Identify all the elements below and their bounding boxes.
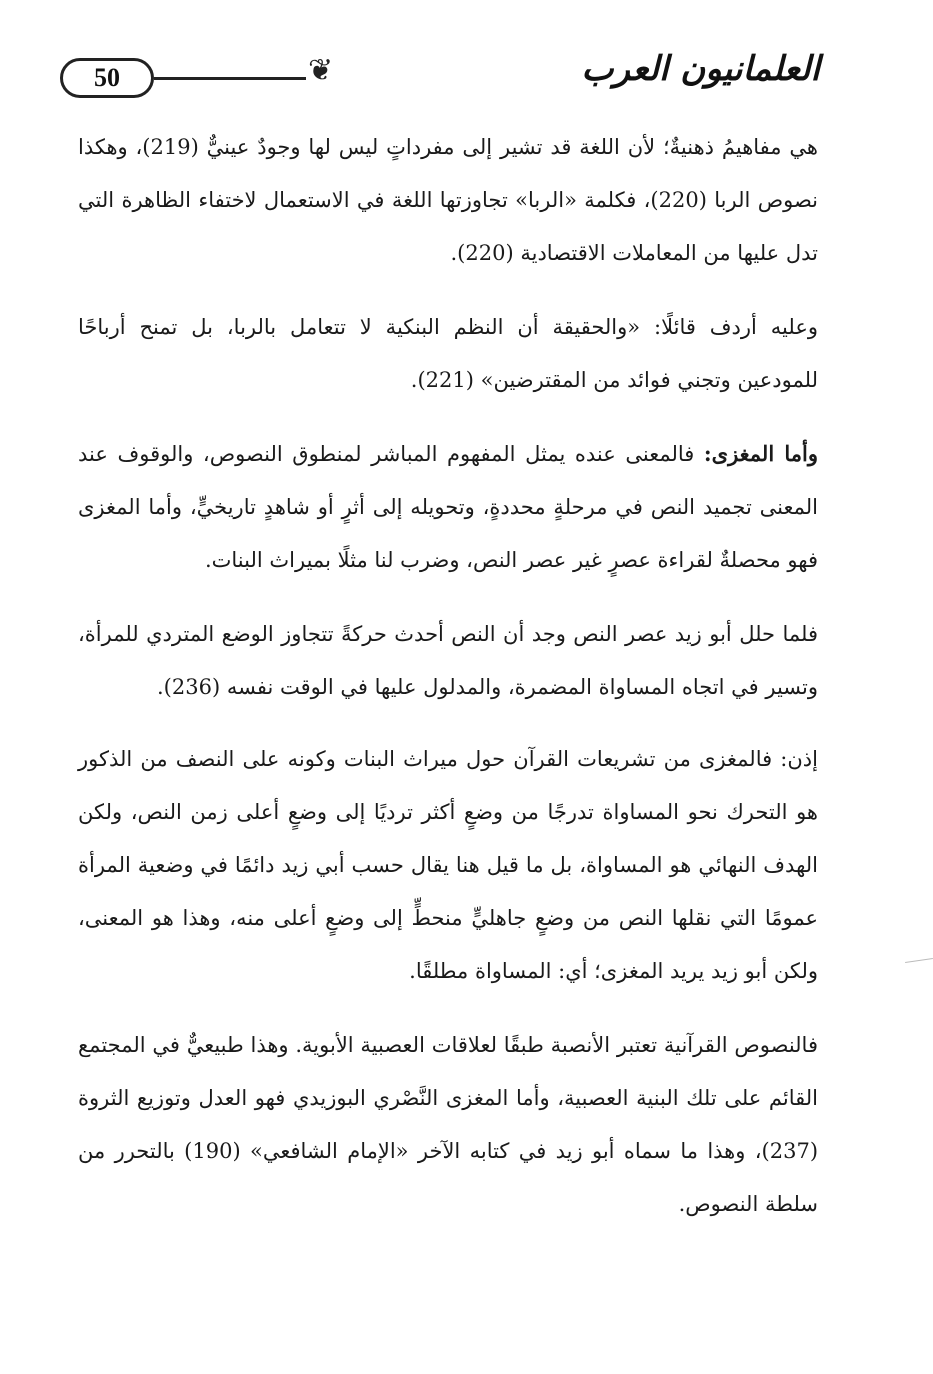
floral-ornament-icon: ❦ bbox=[308, 53, 334, 88]
running-header bbox=[60, 50, 820, 108]
paragraph-text: وعليه أردف قائلًا: «والحقيقة أن النظم البنكية لا تتعامل بالربا، بل تمنح أرباحًا للمودعين وتجني فوائد من المقترضين» (221). bbox=[78, 315, 818, 392]
paragraph-1 bbox=[78, 120, 818, 280]
book-title: العلمانيون العرب bbox=[581, 49, 820, 89]
paragraph-lead: وأما المغزى: bbox=[703, 441, 818, 466]
margin-scan-mark bbox=[905, 958, 933, 963]
page-number: 50 bbox=[94, 63, 120, 92]
paragraph-text: إذن: فالمغزى من تشريعات القرآن حول ميراث البنات وكونه على النصف من الذكور هو التحرك نحو المساواة تدرجًا من وضعٍ أكثر ترديًا إلى وضعٍ أعلى زمن النص، ولكن الهدف النهائي هو المساواة، بل ما قيل هنا يقال حسب أبي زيد دائمًا في وضعية المرأة عمومًا التي نقلها النص من وضعٍ جاهليٍّ منحطٍّ إلى وضعٍ أعلى منه، وهذا هو المعنى، ولكن أبو زيد يريد المغزى؛ أي: المساواة مطلقًا. bbox=[78, 747, 818, 983]
paragraph-text: فالمعنى عنده يمثل المفهوم المباشر لمنطوق النصوص، والوقوف عند المعنى تجميد النص في مرحلةٍ محددةٍ، وتحويله إلى أثرٍ أو شاهدٍ تاريخيٍّ، وأما المغزى فهو محصلةٌ لقراءة عصرٍ غير عصر النص، وضرب لنا مثلًا بميراث البنات. bbox=[78, 442, 818, 572]
paragraph-text: هي مفاهيمُ ذهنيةٌ؛ لأن اللغة قد تشير إلى مفرداتٍ ليس لها وجودٌ عينيٌّ (219)، وهكذا نصوص الربا (220)، فكلمة «الربا» تجاوزتها اللغة في الاستعمال لاختفاء الظاهرة التي تدل عليها من المعاملات الاقتصادية (220). bbox=[78, 135, 819, 265]
paragraph-2 bbox=[78, 300, 818, 407]
paragraph-6 bbox=[78, 1018, 818, 1231]
header-rule bbox=[154, 77, 306, 80]
paragraph-5 bbox=[78, 732, 818, 998]
paragraph-text: فلما حلل أبو زيد عصر النص وجد أن النص أحدث حركةً تتجاوز الوضع المتردي للمرأة، وتسير في اتجاه المساواة المضمرة، والمدلول عليها في الوقت نفسه (236). bbox=[78, 622, 818, 699]
page-body bbox=[78, 120, 818, 1251]
paragraph-4 bbox=[78, 607, 818, 714]
paragraph-text: فالنصوص القرآنية تعتبر الأنصبة طبقًا لعلاقات العصبية الأبوية. وهذا طبيعيٌّ في المجتمع القائم على تلك البنية العصبية، وأما المغزى النَّصْري البوزيدي فهو العدل وتوزيع الثروة (237)، وهذا ما سماه أبو زيد في كتابه الآخر «الإمام الشافعي» (190) بالتحرر من سلطة النصوص. bbox=[78, 1033, 819, 1216]
paragraph-3 bbox=[78, 427, 818, 587]
page-number-badge bbox=[60, 58, 154, 98]
